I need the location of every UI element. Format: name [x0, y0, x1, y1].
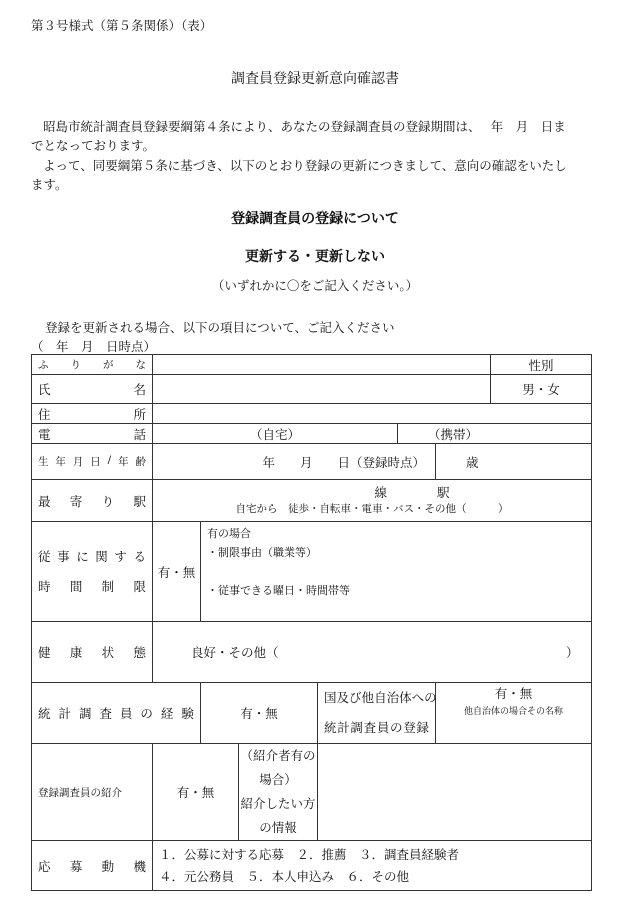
phone-home[interactable]: （自宅） — [153, 424, 398, 444]
row-motive — [32, 841, 592, 891]
health-value[interactable]: 良好・その他（ ） — [153, 622, 592, 683]
row-referral — [32, 744, 592, 841]
other-registration-field[interactable] — [436, 683, 592, 744]
gender-label: 性別 — [491, 355, 592, 375]
experience-yn[interactable]: 有・無 — [201, 683, 318, 744]
row-work-limit — [32, 522, 592, 622]
furigana-label: ふ り が な — [32, 355, 153, 375]
row-health — [32, 622, 592, 683]
name-label: 氏 名 — [32, 375, 153, 404]
motive-line-1[interactable]: １．公募に対する応募 ２．推薦 ３．調査員経験者 — [159, 846, 460, 862]
intro-line-1: 昭島市統計調査員登録要綱第４条により、あなたの登録調査員の登録期間は、 年 月 日ま — [43, 119, 566, 134]
motive-line-2[interactable]: ４．元公務員 ５．本人申込み ６．その他 — [159, 868, 410, 884]
address-label: 住 所 — [32, 404, 153, 424]
age-unit[interactable]: 歳 — [436, 444, 592, 480]
intro-line-3: よって、同要綱第５条に基づき、以下のとおり登録の更新につきまして、意向の確認をいたし — [43, 158, 567, 173]
registration-table — [31, 354, 592, 891]
row-birth — [32, 444, 592, 480]
work-limit-yn[interactable]: 有・無 — [153, 522, 201, 622]
other-registration-label: 国 及 び 他 自 治 体 へ の 統 計 調 査 員 の 登 録 — [318, 683, 436, 744]
intro-line-4: ます。 — [31, 177, 68, 192]
referral-label: 登録調査員の紹介 — [32, 744, 153, 841]
choice-note: （いずれかに〇をご記入ください。） — [211, 278, 419, 293]
row-name — [32, 375, 592, 404]
work-limit-label: 従 事 に 関 す る 時 間 制 限 — [32, 522, 153, 622]
station-field[interactable] — [153, 480, 592, 522]
row-experience — [32, 683, 592, 744]
phone-label: 電 話 — [32, 424, 153, 444]
section-heading: 登録調査員の登録について — [231, 211, 399, 227]
page-title: 調査員登録更新意向確認書 — [231, 71, 399, 87]
station-label: 最 寄 り 駅 — [32, 480, 153, 522]
row-phone — [32, 424, 592, 444]
renewal-choice[interactable]: 更新する・更新しない — [245, 249, 385, 265]
other-registration-yn[interactable]: 有・無 — [494, 686, 533, 701]
furigana-field[interactable] — [153, 355, 491, 375]
motive-label: 応 募 動 機 — [32, 841, 153, 891]
available-time: ・従事できる曜日・時間帯等 — [207, 584, 350, 597]
referral-note — [239, 744, 318, 841]
instructions: 登録を更新される場合、以下の項目について、ご記入ください — [45, 320, 395, 335]
health-label: 健 康 状 態 — [32, 622, 153, 683]
form-number: 第３号様式（第５条関係）（表） — [31, 18, 213, 33]
station-access[interactable]: 自宅から 徒歩・自転車・電車・バス・その他（ ） — [235, 502, 509, 515]
station-line: 線 駅 — [374, 484, 450, 500]
intro-line-2: でとなっております。 — [31, 138, 156, 153]
referral-yn[interactable]: 有・無 — [153, 744, 239, 841]
birth-age-label: 生 年 月 日 / 年 齢 — [32, 444, 153, 480]
work-limit-detail[interactable] — [201, 522, 592, 622]
row-station — [32, 480, 592, 522]
phone-mobile[interactable]: （携帯） — [398, 424, 592, 444]
limit-reason: ・制限事由（職業等） — [207, 546, 317, 559]
name-field[interactable] — [153, 375, 491, 404]
experience-label: 統 計 調 査 員 の 経 験 — [32, 683, 201, 744]
as-of-date: （ 年 月 日時点） — [31, 339, 157, 354]
referral-info-field[interactable] — [318, 744, 592, 841]
row-furigana — [32, 355, 592, 375]
row-address — [32, 404, 592, 424]
other-registration-note: 他自治体の場合その名称 — [464, 707, 564, 717]
referral-note-2: 紹介したい方の情報 — [240, 796, 316, 835]
birth-date-field[interactable]: 年 月 日（登録時点） — [153, 444, 436, 480]
if-yes-label: 有の場合 — [207, 527, 251, 540]
gender-options[interactable]: 男・女 — [491, 375, 592, 404]
address-field[interactable] — [153, 404, 592, 424]
referral-note-1: （紹介者有の場合） — [240, 748, 316, 787]
motive-options[interactable] — [153, 841, 592, 891]
